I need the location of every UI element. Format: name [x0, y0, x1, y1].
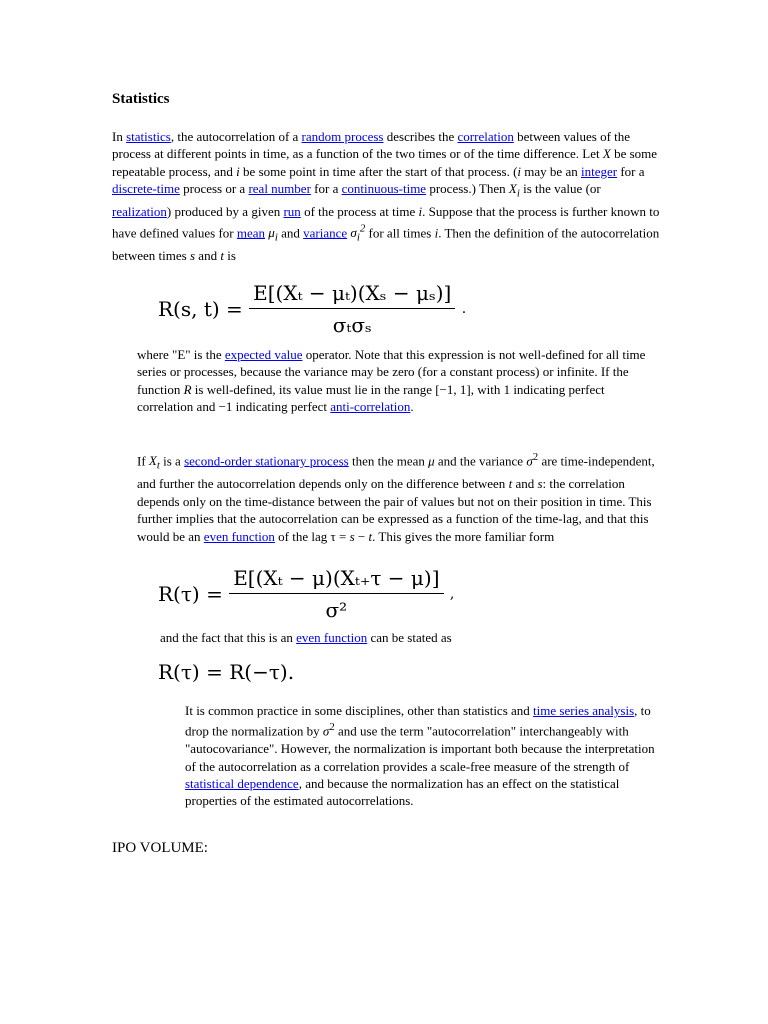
- link-even-function-2[interactable]: even function: [296, 630, 368, 645]
- link-continuous-time[interactable]: continuous-time: [341, 181, 427, 197]
- link-mean[interactable]: mean: [236, 224, 266, 240]
- autocorrelation-formula: [158, 281, 466, 337]
- formula-denominator: σₜσₛ: [332, 313, 372, 337]
- link-discrete-time[interactable]: discrete-time: [112, 181, 180, 197]
- link-run[interactable]: run: [283, 204, 301, 220]
- lag-formula: [158, 566, 454, 622]
- formula-fraction: [229, 566, 443, 622]
- link-second-order-stationary[interactable]: second-order stationary process: [184, 453, 349, 469]
- link-real-number[interactable]: real number: [248, 181, 311, 197]
- link-time-series-analysis[interactable]: time series analysis: [533, 703, 635, 718]
- link-statistics[interactable]: statistics: [126, 129, 171, 144]
- formula-denominator: σ²: [325, 598, 348, 622]
- formula-numerator: E[(Xₜ − μ)(Xₜ₊τ − μ)]: [229, 566, 443, 594]
- expected-value-paragraph: where "E" is the expected value operator. Note that this expression is not well-defined for all time series or processes, because the variance may be zero (for a constant process) or infinite. If the function R is well-defined, its value must lie in the range [−1, 1], with 1 indicating perfect correlation and −1 indicating perfect anti-correlation.: [137, 347, 646, 415]
- link-random-process[interactable]: random process: [301, 129, 384, 144]
- link-correlation[interactable]: correlation: [457, 129, 514, 144]
- even-function-paragraph: and the fact that this is an even function can be stated as: [160, 630, 452, 645]
- formula-punctuation: ,: [449, 586, 455, 602]
- normalization-paragraph: It is common practice in some disciplines, other than statistics and time series analysis, to drop the normalization by $\sigma^2$ and use the term "autocorrelation" interchangeably with "autocovariance". However, the normalization is important both because the interpretation of the autocorrelation as a correlation provides a scale-free measure of the strength of statistical dependence, and because the normalization has an effect on the statistical properties of the estimated autocorrelations.: [185, 703, 655, 809]
- symmetry-formula: R(τ) = R(−τ).: [158, 660, 295, 684]
- ipo-volume-label: IPO VOLUME:: [112, 840, 208, 856]
- link-anti-correlation[interactable]: anti-correlation: [330, 399, 411, 415]
- stationary-paragraph: If $X_t$ is a second-order stationary process then the mean μ and the variance $\sigma^2$ are time-independent, and further the autocorrelation depends only on the difference between t and s: the correlation depends only on the time-distance between the pair of values but not on their position in time. This further implies that the autocorrelation can be expressed as a function of the time-lag, and that this would be an even function of the lag τ = s − t. This gives the more familiar form: [137, 451, 655, 544]
- link-expected-value[interactable]: expected value: [224, 347, 303, 362]
- link-integer[interactable]: integer: [580, 163, 618, 179]
- link-even-function[interactable]: even function: [203, 528, 275, 544]
- formula-lhs: R(τ) =: [158, 582, 223, 606]
- intro-paragraph: In statistics, the autocorrelation of a random process describes the correlation between values of the process at different points in time, as a function of the two times or of the time difference. Let X be some repeatable process, and i be some point in time after the start of that process. (i may be an integer for a discrete-time process or a real number for a continuous-time process.) Then $X_i$ is the value (or realization) produced by a given run of the process at time i. Suppose that the process is further known to have defined values for mean $\mu_i$ and variance $\sigma_i^2$ for all times i. Then the definition of the autocorrelation between times s and t is: [112, 129, 660, 263]
- formula-fraction: [249, 281, 455, 337]
- link-variance[interactable]: variance: [303, 224, 348, 240]
- section-heading: Statistics: [112, 91, 170, 107]
- formula-punctuation: .: [461, 301, 467, 317]
- formula-numerator: E[(Xₜ − μₜ)(Xₛ − μₛ)]: [249, 281, 455, 309]
- link-realization[interactable]: realization: [112, 204, 167, 220]
- formula-lhs: R(s, t) =: [158, 297, 243, 321]
- link-statistical-dependence[interactable]: statistical dependence: [185, 775, 299, 791]
